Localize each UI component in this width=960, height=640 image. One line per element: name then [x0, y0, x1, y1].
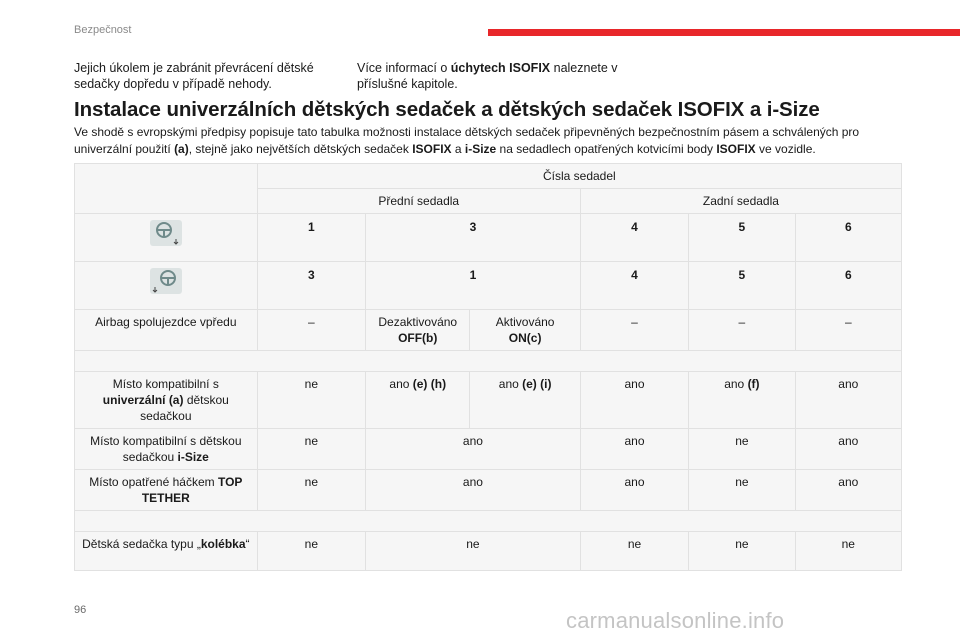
table-cell: ne	[366, 532, 581, 571]
table-cell: –	[689, 310, 795, 351]
intro-left-text: Jejich úkolem je zabránit převrácení dětské sedačky dopředu v případě nehody.	[74, 61, 314, 91]
table-cell: ne	[689, 532, 795, 571]
row-label: Místo kompatibilní s dětskou sedačkou i-Size	[75, 429, 258, 470]
row-label: Airbag spolujezdce vpředu	[75, 310, 258, 351]
seat-number: 3	[366, 214, 581, 262]
child-seat-table	[74, 163, 902, 571]
seat-number: 6	[795, 214, 901, 262]
table-cell: ne	[689, 470, 795, 511]
intro-right-text: Více informací o úchytech ISOFIX naleznete v příslušné kapitole.	[357, 61, 618, 91]
table-row	[75, 262, 902, 310]
header-seat-numbers: Čísla sedadel	[257, 164, 901, 189]
table-cell: –	[580, 310, 688, 351]
table-cell: ano	[795, 429, 901, 470]
table-spacer-row	[75, 351, 902, 372]
table-row-cradle	[75, 532, 902, 571]
table-cell: ne	[580, 532, 688, 571]
table-cell: ne	[795, 532, 901, 571]
row-label: Místo kompatibilní s univerzální (a) dětskou sedačkou	[75, 372, 258, 429]
steering-wheel-lhd-icon	[75, 214, 258, 262]
row-label: Místo opatřené háčkem TOP TETHER	[75, 470, 258, 511]
seat-number: 6	[795, 262, 901, 310]
table-row	[75, 214, 902, 262]
section-heading: Instalace univerzálních dětských sedaček a dětských sedaček ISOFIX a i-Size	[74, 98, 820, 121]
table-cell: ne	[257, 372, 365, 429]
table-cell: ne	[257, 429, 365, 470]
table-spacer-row	[75, 511, 902, 532]
table-cell: ano (f)	[689, 372, 795, 429]
table-row-airbag	[75, 310, 902, 351]
seat-number: 1	[257, 214, 365, 262]
table-cell: ano	[580, 429, 688, 470]
table-cell: ano	[580, 470, 688, 511]
seat-number: 3	[257, 262, 365, 310]
page-number: 96	[74, 604, 87, 616]
table-cell: ne	[689, 429, 795, 470]
seat-number: 5	[689, 214, 795, 262]
table-cell: ano (e) (i)	[470, 372, 580, 429]
airbag-off-cell: Dezaktivováno OFF(b)	[366, 310, 470, 351]
row-label: Dětská sedačka typu „kolébka“	[75, 532, 258, 571]
table-cell: ne	[257, 532, 365, 571]
accent-bar	[488, 29, 960, 36]
table-row-top-tether	[75, 470, 902, 511]
table-row-isize	[75, 429, 902, 470]
seat-number: 5	[689, 262, 795, 310]
spacer-cell	[75, 511, 902, 532]
seat-number: 4	[580, 214, 688, 262]
header-rear-seats: Zadní sedadla	[580, 189, 901, 214]
seat-number: 1	[366, 262, 581, 310]
table-cell: ano	[580, 372, 688, 429]
table-cell: ano	[366, 429, 581, 470]
table-cell: ne	[257, 470, 365, 511]
description-paragraph: Ve shodě s evropskými předpisy popisuje tato tabulka možnosti instalace dětských sedaček připevněných bezpečnostním pásem a schválených pro univerzální použití (a), stejně jako největších dětských sedaček ISOFIX a i-Size na sedadlech opatřených kotvicími body ISOFIX ve vozidle.	[74, 125, 860, 156]
steering-wheel-rhd-icon	[75, 262, 258, 310]
table-cell: ano (e) (h)	[366, 372, 470, 429]
table-corner	[75, 164, 258, 214]
table-row-universal	[75, 372, 902, 429]
table-cell: ano	[366, 470, 581, 511]
spacer-cell	[75, 351, 902, 372]
table-cell: ano	[795, 372, 901, 429]
header-front-seats: Přední sedadla	[257, 189, 580, 214]
seat-number: 4	[580, 262, 688, 310]
table-cell: –	[257, 310, 365, 351]
airbag-on-cell: Aktivováno ON(c)	[470, 310, 580, 351]
section-label: Bezpečnost	[74, 24, 132, 36]
table-cell: –	[795, 310, 901, 351]
table-cell: ano	[795, 470, 901, 511]
watermark: carmanualsonline.info	[566, 608, 785, 633]
